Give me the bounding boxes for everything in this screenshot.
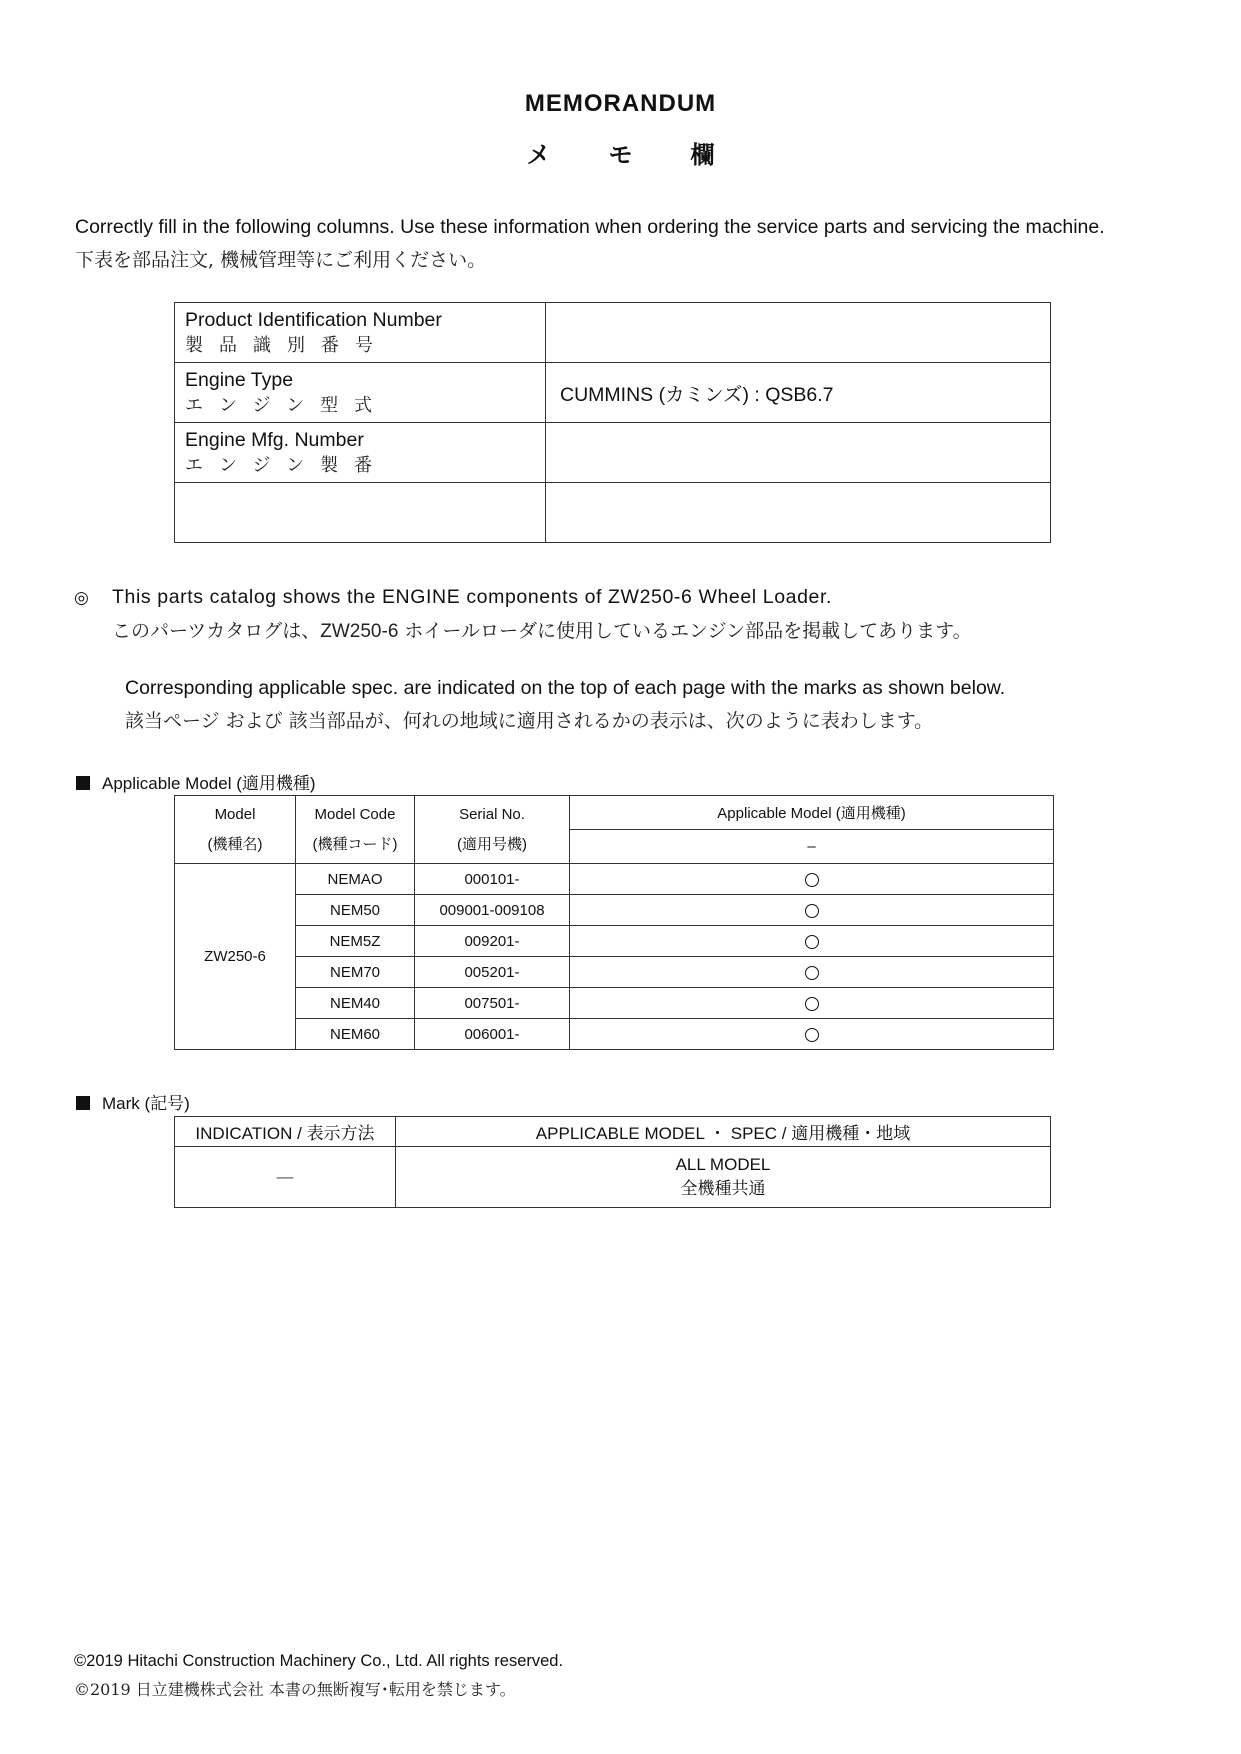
corresponding-text-ja: 該当ページ および 該当部品が、何れの地域に適用されるかの表示は、次のように表わします。 xyxy=(125,710,934,732)
mark-table xyxy=(174,1116,1051,1208)
page-subtitle: メモ欄 xyxy=(526,142,773,169)
circle-mark-icon xyxy=(805,1028,819,1042)
memo-label-ja: エンジン製番 xyxy=(185,454,389,476)
memo-row-blank xyxy=(175,483,1051,543)
model-code-cell: NEM40 xyxy=(296,988,415,1019)
serial-cell: 006001- xyxy=(415,1019,570,1050)
table-header-row xyxy=(175,1117,1051,1147)
serial-cell: 000101- xyxy=(415,864,570,895)
model-code-cell: NEM70 xyxy=(296,957,415,988)
serial-cell: 007501- xyxy=(415,988,570,1019)
table-row xyxy=(175,988,1054,1019)
double-circle-icon: ◎ xyxy=(74,588,89,607)
header-applicable-model: Applicable Model (適用機種) xyxy=(570,796,1054,830)
circle-mark-icon xyxy=(805,997,819,1011)
table-row xyxy=(175,864,1054,895)
footer-copyright-en: ©2019 Hitachi Construction Machinery Co., Ltd. All rights reserved. xyxy=(74,1652,564,1670)
all-model-cell: ALL MODEL 全機種共通 xyxy=(396,1147,1051,1208)
memo-value-field[interactable] xyxy=(546,423,1051,483)
serial-cell: 009001-009108 xyxy=(415,895,570,926)
serial-cell: 005201- xyxy=(415,957,570,988)
table-row xyxy=(175,1019,1054,1050)
note-text-ja: このパーツカタログは、ZW250-6 ホイールローダに使用しているエンジン部品を掲載してあります。 xyxy=(112,620,972,642)
circle-mark-icon xyxy=(805,935,819,949)
memo-label-ja: 製品識別番号 xyxy=(185,334,389,356)
memo-table xyxy=(174,302,1051,543)
memo-row-engine-mfg xyxy=(175,423,1051,483)
memo-value-field[interactable] xyxy=(546,303,1051,363)
memo-label-en: Engine Type xyxy=(185,368,294,391)
page-title: MEMORANDUM xyxy=(524,90,717,117)
header-serial-no: Serial No. (適用号機) xyxy=(415,796,570,864)
applicable-model-table xyxy=(174,795,1054,1050)
header-applicable-spec: APPLICABLE MODEL ・ SPEC / 適用機種・地域 xyxy=(396,1117,1051,1147)
header-model-code: Model Code (機種コード) xyxy=(296,796,415,864)
memo-row-product-id xyxy=(175,303,1051,363)
indication-value: — xyxy=(175,1147,396,1208)
note-text-en: This parts catalog shows the ENGINE components of ZW250-6 Wheel Loader. xyxy=(112,586,833,608)
applicable-model-heading: Applicable Model (適用機種) xyxy=(76,769,316,794)
table-header-row xyxy=(175,796,1054,830)
memo-label-en: Product Identification Number xyxy=(185,308,442,331)
table-row xyxy=(175,926,1054,957)
square-bullet-icon xyxy=(76,776,90,790)
footer-copyright-ja: ©2019 日立建機株式会社 本書の無断複写･転用を禁じます。 xyxy=(74,1680,516,1699)
model-code-cell: NEMAO xyxy=(296,864,415,895)
mark-heading: Mark (記号) xyxy=(76,1089,190,1114)
table-row xyxy=(175,957,1054,988)
square-bullet-icon xyxy=(76,1096,90,1110)
model-code-cell: NEM50 xyxy=(296,895,415,926)
memo-label-en: Engine Mfg. Number xyxy=(185,428,364,451)
circle-mark-icon xyxy=(805,873,819,887)
memo-row-engine-type xyxy=(175,363,1051,423)
corresponding-text-en: Corresponding applicable spec. are indicated on the top of each page with the marks as shown below. xyxy=(125,677,1006,699)
memo-value-field[interactable]: CUMMINS (カミンズ) : QSB6.7 xyxy=(546,363,1051,423)
intro-text-en: Correctly fill in the following columns. Use these information when ordering the service parts and servicing the machine. xyxy=(75,216,1105,238)
header-model: Model (機種名) xyxy=(175,796,296,864)
model-name-cell: ZW250-6 xyxy=(175,864,296,1050)
header-indication: INDICATION / 表示方法 xyxy=(175,1117,396,1147)
circle-mark-icon xyxy=(805,904,819,918)
table-row xyxy=(175,1147,1051,1208)
model-code-cell: NEM5Z xyxy=(296,926,415,957)
circle-mark-icon xyxy=(805,966,819,980)
intro-text-ja: 下表を部品注文, 機械管理等にご利用ください。 xyxy=(75,249,487,271)
header-applicable-sub: – xyxy=(570,830,1054,864)
memo-value-field[interactable] xyxy=(546,483,1051,543)
memo-label-ja: エンジン型式 xyxy=(185,394,389,416)
table-row xyxy=(175,895,1054,926)
model-code-cell: NEM60 xyxy=(296,1019,415,1050)
serial-cell: 009201- xyxy=(415,926,570,957)
